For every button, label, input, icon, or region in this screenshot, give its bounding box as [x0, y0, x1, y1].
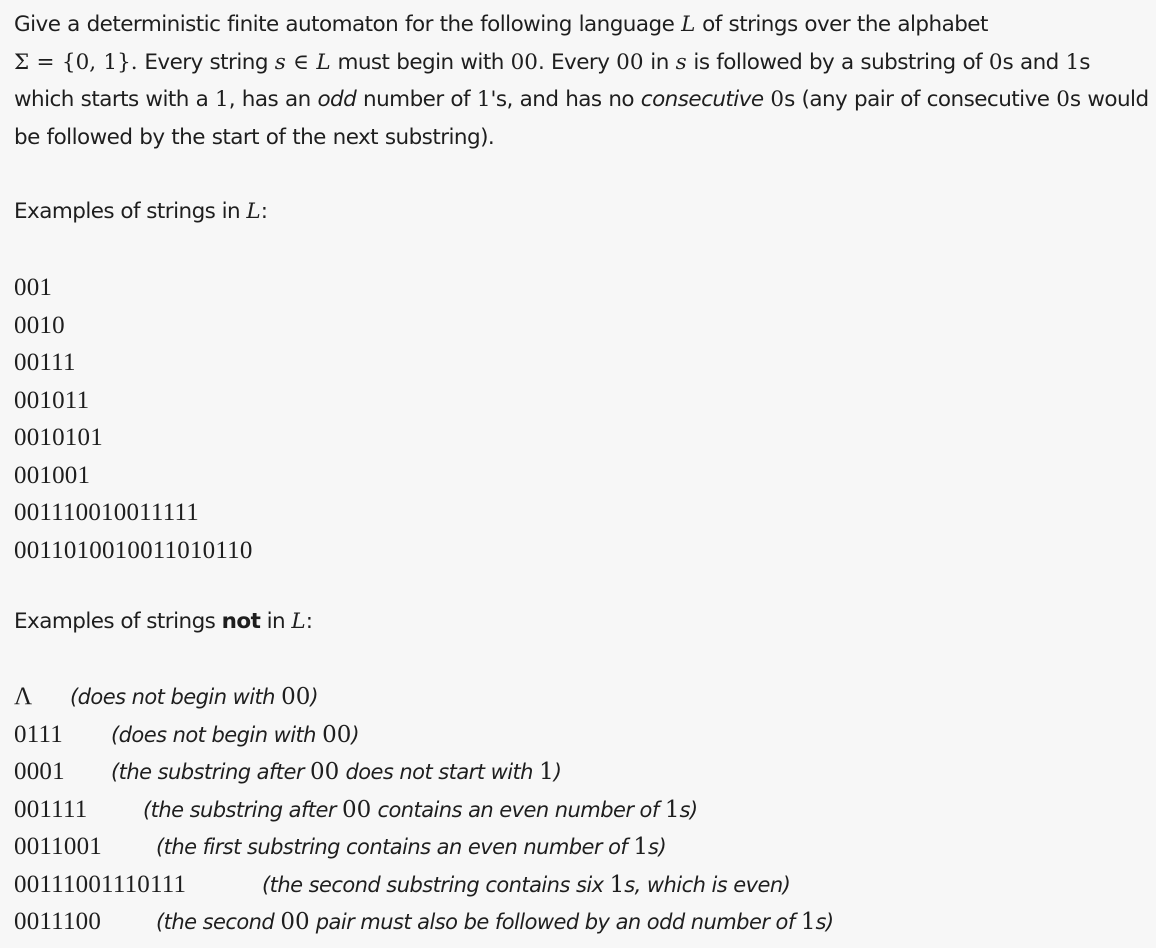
- text-run: must begin with: [330, 49, 511, 75]
- example-reason: [111, 754, 561, 792]
- reason-text: (the second substring contains six: [262, 872, 610, 897]
- math-L: L: [316, 49, 331, 75]
- list-item: 0010: [14, 311, 65, 339]
- examples-not-in-heading: [14, 607, 312, 637]
- math-1: 1: [476, 87, 491, 112]
- math-value: 1: [664, 796, 680, 823]
- list-item: [14, 866, 834, 904]
- example-string: 0111: [14, 720, 63, 748]
- examples-in-list: [14, 269, 253, 569]
- list-item: [14, 753, 834, 791]
- example-string: 0011100: [14, 908, 102, 935]
- reason-text: (does not begin with: [70, 685, 282, 709]
- text-run: , has an: [228, 87, 318, 112]
- reason-text: ): [782, 872, 791, 897]
- example-string: 001111: [14, 795, 88, 823]
- list-item: 001011: [14, 386, 90, 414]
- text-run: in: [643, 49, 676, 75]
- math-value: 00: [322, 721, 352, 748]
- math-value: 1: [609, 871, 625, 898]
- list-item: 00111: [14, 349, 76, 376]
- math-value: 1: [539, 759, 554, 785]
- examples-not-in-list: [14, 678, 834, 941]
- problem-statement: [14, 6, 1156, 156]
- example-string: 0001: [14, 758, 65, 785]
- emphasis-odd: odd: [317, 87, 357, 112]
- example-reason: [111, 717, 359, 755]
- list-item: 001: [14, 274, 53, 301]
- text-run: Give a deterministic finite automaton for the following language: [14, 12, 682, 37]
- reason-text: (the second: [156, 910, 281, 934]
- math-value: 00: [280, 909, 310, 935]
- heading-text: Examples of strings in: [14, 199, 247, 224]
- text-run: 's, and has no: [490, 87, 641, 112]
- reason-text: (the substring after: [143, 797, 343, 822]
- list-item: 0011010010011010110: [14, 536, 253, 564]
- reason-text: does not start with: [339, 760, 540, 784]
- math-element-of: ∈: [285, 49, 317, 75]
- reason-text: s): [815, 910, 834, 934]
- reason-text: ): [310, 685, 318, 709]
- text-run: Every string: [137, 49, 275, 75]
- text-run: . Every: [537, 49, 617, 75]
- text-run: of strings over the alphabet: [695, 12, 988, 37]
- reason-text: (the substring after: [111, 760, 311, 784]
- math-1: 1: [1065, 49, 1080, 75]
- reason-text: ): [351, 722, 359, 747]
- math-value: 1: [800, 909, 816, 935]
- examples-in-heading: [14, 197, 267, 227]
- math-00: 00: [510, 49, 538, 75]
- example-string: 0011001: [14, 833, 102, 860]
- example-string: 00111001110111: [14, 870, 187, 898]
- reason-text: (the first substring contains an even number of: [156, 835, 634, 859]
- list-item: 0010101: [14, 424, 103, 451]
- list-item: 001110010011111: [14, 499, 199, 526]
- math-value: 1: [633, 834, 649, 860]
- bold-not: not: [221, 609, 261, 634]
- math-0: 0: [1056, 87, 1070, 112]
- example-reason: [262, 867, 790, 905]
- reason-text: pair must also be followed by an odd number of: [309, 910, 801, 934]
- math-value: 00: [281, 684, 311, 710]
- math-L: L: [291, 609, 306, 634]
- text-run: s (any pair of consecutive: [784, 87, 1057, 112]
- math-value: 00: [310, 759, 340, 785]
- reason-text: s, which is even: [624, 872, 783, 897]
- heading-text: in: [260, 609, 292, 634]
- example-reason: [156, 904, 834, 942]
- example-reason: [70, 679, 318, 717]
- text-run: s and: [1002, 49, 1066, 75]
- example-reason: [156, 829, 666, 867]
- list-item: [14, 828, 834, 866]
- math-s: s: [675, 49, 687, 75]
- reason-text: contains an even number of: [371, 797, 665, 822]
- text-run: s would be followed by the start of the next substring).: [14, 87, 1149, 150]
- list-item: [14, 678, 834, 716]
- text-run: s which starts with a: [14, 49, 1090, 112]
- text-run: number of: [356, 87, 477, 112]
- list-item: [14, 903, 834, 941]
- text-run: is followed by a substring of: [686, 49, 989, 75]
- emphasis-consecutive: consecutive: [640, 87, 764, 112]
- math-L: L: [681, 12, 696, 37]
- heading-text: Examples of strings: [14, 609, 222, 634]
- reason-text: s): [679, 797, 698, 822]
- math-alphabet: Σ = {0, 1}.: [14, 49, 138, 75]
- math-value: 00: [342, 796, 372, 823]
- list-item: 001001: [14, 461, 91, 489]
- math-L: L: [246, 199, 261, 224]
- reason-text: (does not begin with: [111, 722, 323, 747]
- math-0: 0: [988, 49, 1003, 75]
- reason-text: s): [648, 835, 667, 859]
- example-string: Λ: [14, 683, 33, 710]
- heading-colon: :: [305, 609, 313, 634]
- example-reason: [143, 792, 698, 830]
- heading-colon: :: [260, 199, 268, 224]
- math-s: s: [274, 49, 286, 75]
- math-1: 1: [215, 87, 229, 112]
- math-00: 00: [616, 49, 644, 75]
- list-item: [14, 791, 834, 829]
- list-item: [14, 716, 834, 754]
- reason-text: ): [553, 760, 562, 784]
- math-0: 0: [770, 87, 785, 112]
